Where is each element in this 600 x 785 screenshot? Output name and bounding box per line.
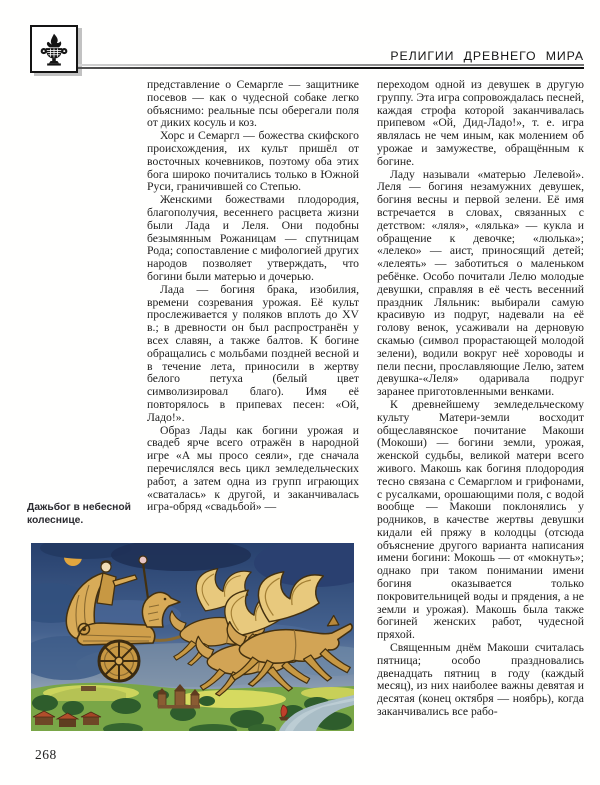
paragraph: переходом одной из девушек в другую группу. Эта игра сопровождалась песней, каждая строфа которой заканчивалась припевом «Ой, Дид-Ладо!», т. е. игра являлась не чем иным, как молением об урожае и замужестве, обращённым к богине.: [377, 79, 584, 168]
paragraph: Хорс и Семаргл — божества скифского происхождения, их культ пришёл от восточных кочевников, поэтому оба этих бога широко почитались только в Южной Руси, граничившей со Степью.: [147, 129, 359, 194]
landscape: [31, 683, 354, 731]
paragraph: Священным днём Макоши считалась пятница; особо праздновались двенадцать пятниц в году (каждый месяц), из них наиболее важны девятая и десятая (конец октября — ноябрь), когда заканчивались все рабо-: [377, 641, 584, 719]
chapter-logo: [30, 25, 78, 73]
paragraph: Образ Лады как богини урожая и свадеб ярче всего отражён в народной игре «А мы просо сеяли», где сначала перечислялся весь цикл земледельческих работ, а затем одна из групп играющих «сваталась» к другой, и заканчивалась игра-обряд «свадьбой» —: [147, 423, 359, 514]
page-number: 268: [35, 747, 57, 762]
dazhbog-chariot-illustration: [31, 543, 354, 731]
chariot-wheel: [99, 641, 139, 681]
paragraph: К древнейшему земледельческому культу Матери-земли восходит общеславянское почитание Макоши (Мокоши) — богини земли, урожая, женской судьбы, великой матери всего живого. Макошь как богиня плодородия тесно связана с Семарглом и грифонами, с русалками, орошающими поля, с водой вообще — Макоши поклонялись у родников, в качестве жертвы девушки кидали ей пряжу в колодцы (отсюда объяснение другого варианта написания имени богини: Мокошь — от «мокнуть»; однако при таком понимании имени богиня оказывается только покровительницей воды и прядения, а не земли и урожая). Макошь была также богиней женских работ, чудесной пряхой.: [377, 397, 584, 642]
village-houses: [33, 711, 101, 727]
paragraph: Ладу называли «матерью Лелевой». Леля — богиня незамужних девушек, богиня весны и первой зелени. Её имя встречается в словах, связанных с детством: «ляля», «лялька» — кукла и обращение к девочке; «люлька»; «лелеко» — аист, приносящий детей; «лелеять» — заботиться о маленьком ребёнке. Особо почитали Лелю молодые девушки, справляя в её честь весенний праздник Ляльник: выбирали самую красивую из подруг, надевали на её голову венок, усаживали на дерновую скамью (символ прорастающей молодой зелени), водили вокруг неё хороводы и пели песни, прославляющие Лелю, затем девушка-«Леля» одаривала подруг заранее приготовленными венками.: [377, 167, 584, 399]
pole-orb: [139, 556, 147, 564]
figure-caption: Дажьбог в небесной колеснице.: [27, 502, 132, 526]
head: [101, 562, 111, 572]
paragraph: Женскими божествами плодородия, благополучия, весеннего расцвета жизни были Лада и Леля. Они подобны безымянным Рожаницам — спутницам Рода; сопоставление с мифологией других народов позволяет утверждать, что богини были матерью и дочерью.: [147, 193, 359, 283]
running-head-title: РЕЛИГИИ ДРЕВНЕГО МИРА: [390, 49, 584, 63]
paragraph: представление о Семаргле — защитнике посевов — как о чудесной собаке легко объяснимо: реальные псы оберегали поля от диких косуль и коз.: [147, 79, 359, 130]
right-column: [377, 79, 584, 737]
header-rule: [78, 64, 584, 69]
left-column: [147, 79, 359, 547]
paragraph: Лада — богиня брака, изобилия, времени созревания урожая. Её культ прослеживается у поляков вплоть до XV в.; в древности он был распространён у всех славян, а также балтов. К богине обращались с мольбами поздней весной и в течение лета, приносили в жертву белого петуха (белый цвет символизировал благо). Имя её повторялось в припевах песен: «Ой, Ладо!».: [147, 282, 359, 424]
flaming-urn-icon: [36, 31, 72, 67]
